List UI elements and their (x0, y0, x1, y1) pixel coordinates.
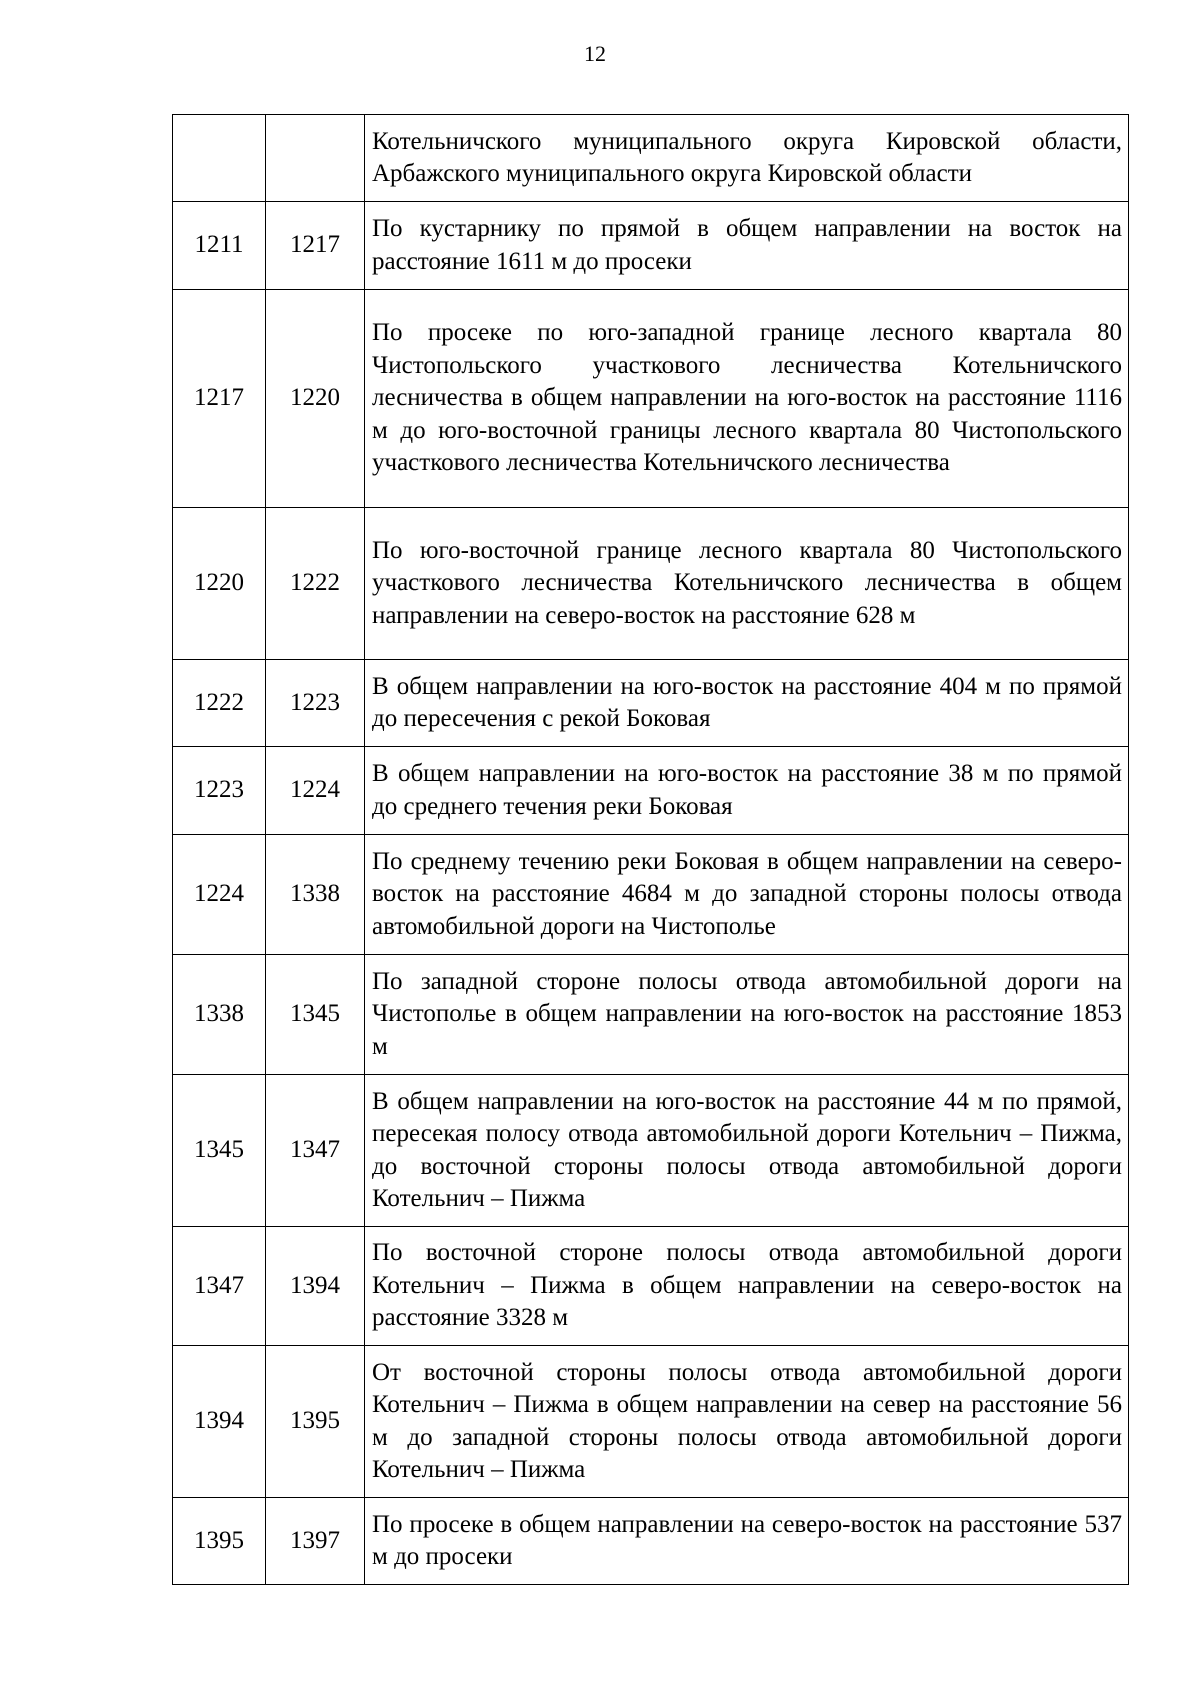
boundary-description-cell: В общем направлении на юго-восток на расстояние 404 м по прямой до пересечения с рекой Боковая (365, 660, 1129, 747)
from-point-cell: 1220 (173, 508, 266, 660)
to-point-cell: 1224 (266, 747, 365, 835)
boundary-description-cell: По просеке в общем направлении на северо-восток на расстояние 537 м до просеки (365, 1498, 1129, 1585)
to-point-cell: 1220 (266, 290, 365, 508)
to-point-cell: 1222 (266, 508, 365, 660)
table-row (173, 202, 1129, 290)
boundary-description-cell: По юго-восточной границе лесного квартала 80 Чистопольского участкового лесничества Котельничского лесничества в общем направлении на северо-восток на расстояние 628 м (365, 508, 1129, 660)
table-row (173, 955, 1129, 1075)
to-point-cell: 1345 (266, 955, 365, 1075)
from-point-cell: 1222 (173, 660, 266, 747)
table-row (173, 1346, 1129, 1498)
boundary-description-cell: По среднему течению реки Боковая в общем направлении на северо-восток на расстояние 4684 м до западной стороны полосы отвода автомобильной дороги на Чистополье (365, 835, 1129, 955)
to-point-cell: 1338 (266, 835, 365, 955)
boundary-description-cell: По восточной стороне полосы отвода автомобильной дороги Котельнич – Пижма в общем направлении на северо-восток на расстояние 3328 м (365, 1227, 1129, 1346)
table-row (173, 1498, 1129, 1585)
from-point-cell: 1345 (173, 1075, 266, 1227)
from-point-cell: 1217 (173, 290, 266, 508)
to-point-cell: 1223 (266, 660, 365, 747)
boundary-description-cell: В общем направлении на юго-восток на расстояние 44 м по прямой, пересекая полосу отвода автомобильной дороги Котельнич – Пижма, до восточной стороны полосы отвода автомобильной дороги Котельнич – Пижма (365, 1075, 1129, 1227)
boundary-description-cell: По просеке по юго-западной границе лесного квартала 80 Чистопольского участкового лесничества Котельничского лесничества в общем направлении на юго-восток на расстояние 1116 м до юго-восточной границы лесного квартала 80 Чистопольского участкового лесничества Котельничского лесничества (365, 290, 1129, 508)
from-point-cell: 1394 (173, 1346, 266, 1498)
table-row (173, 747, 1129, 835)
boundary-description-cell: По кустарнику по прямой в общем направлении на восток на расстояние 1611 м до просеки (365, 202, 1129, 290)
table-row (173, 835, 1129, 955)
to-point-cell (266, 115, 365, 202)
boundary-description-cell: По западной стороне полосы отвода автомобильной дороги на Чистополье в общем направлении на юго-восток на расстояние 1853 м (365, 955, 1129, 1075)
from-point-cell (173, 115, 266, 202)
from-point-cell: 1347 (173, 1227, 266, 1346)
table-row (173, 115, 1129, 202)
to-point-cell: 1394 (266, 1227, 365, 1346)
boundary-description-cell: От восточной стороны полосы отвода автомобильной дороги Котельнич – Пижма в общем направлении на север на расстояние 56 м до западной стороны полосы отвода автомобильной дороги Котельнич – Пижма (365, 1346, 1129, 1498)
boundary-description-cell: В общем направлении на юго-восток на расстояние 38 м по прямой до среднего течения реки Боковая (365, 747, 1129, 835)
from-point-cell: 1338 (173, 955, 266, 1075)
boundary-table (172, 114, 1129, 1585)
from-point-cell: 1395 (173, 1498, 266, 1585)
table-row (173, 508, 1129, 660)
from-point-cell: 1211 (173, 202, 266, 290)
to-point-cell: 1347 (266, 1075, 365, 1227)
boundary-description-cell: Котельничского муниципального округа Кировской области, Арбажского муниципального округа Кировской области (365, 115, 1129, 202)
to-point-cell: 1217 (266, 202, 365, 290)
table-row (173, 1075, 1129, 1227)
page-number: 12 (584, 41, 606, 66)
table-row (173, 290, 1129, 508)
from-point-cell: 1223 (173, 747, 266, 835)
to-point-cell: 1397 (266, 1498, 365, 1585)
to-point-cell: 1395 (266, 1346, 365, 1498)
table-row (173, 660, 1129, 747)
table-row (173, 1227, 1129, 1346)
from-point-cell: 1224 (173, 835, 266, 955)
